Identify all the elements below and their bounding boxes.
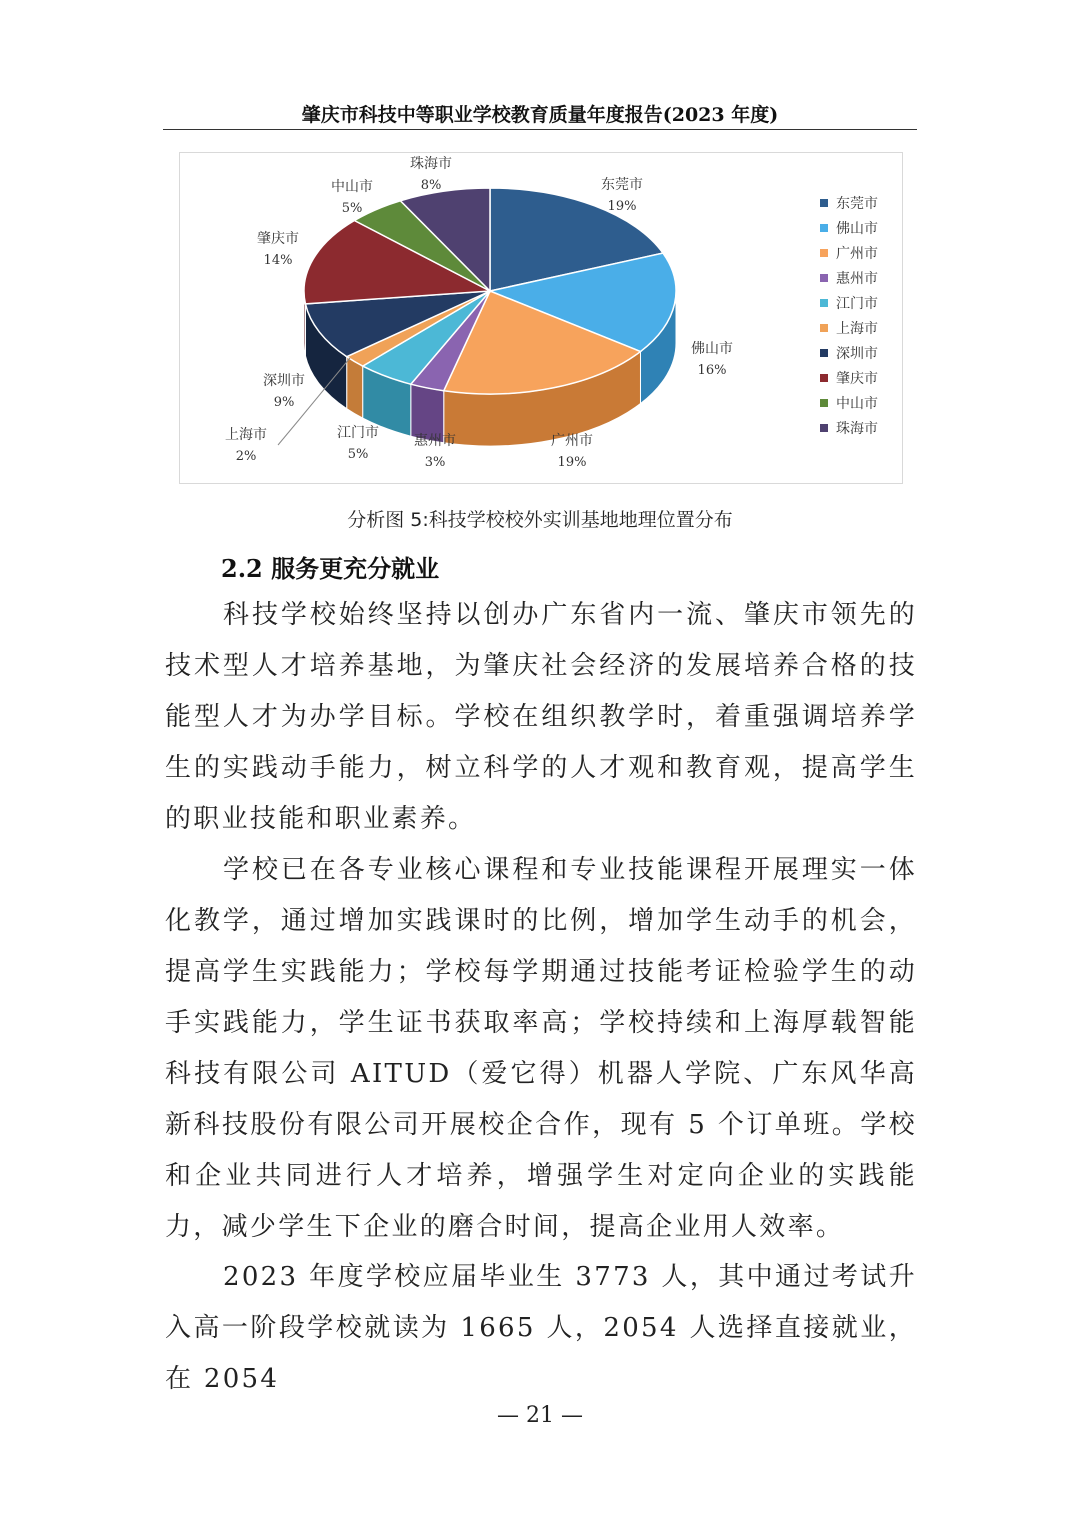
- legend-label-8: 中山市: [836, 396, 878, 412]
- data-label-name-0: 东莞市: [601, 177, 643, 193]
- data-label-name-4: 江门市: [337, 425, 379, 441]
- data-label-name-9: 珠海市: [410, 156, 452, 172]
- data-label-value-9: 8%: [420, 178, 442, 193]
- legend-swatch-2: [820, 249, 828, 257]
- data-label-value-0: 19%: [607, 199, 637, 214]
- legend-swatch-7: [820, 374, 828, 382]
- legend-swatch-0: [820, 199, 828, 207]
- legend-label-9: 珠海市: [836, 421, 878, 437]
- section-heading: 2.2 服务更充分就业: [221, 554, 440, 583]
- legend-label-3: 惠州市: [836, 271, 878, 287]
- figure-caption: 分析图 5:科技学校校外实训基地地理位置分布: [347, 509, 733, 531]
- data-label-value-3: 3%: [424, 455, 446, 470]
- paragraph-3: 2023 年度学校应届毕业生 3773 人，其中通过考试升入高一阶段学校就读为 1665 人，2054 人选择直接就业，在 2054: [165, 1262, 917, 1394]
- header-divider: [163, 129, 917, 130]
- data-label-name-2: 广州市: [551, 433, 593, 449]
- data-label-name-1: 佛山市: [691, 341, 733, 357]
- legend-swatch-5: [820, 324, 828, 332]
- legend-swatch-1: [820, 224, 828, 232]
- page-header-title: 肇庆市科技中等职业学校教育质量年度报告(2023 年度): [301, 104, 779, 126]
- paragraph-1: 科技学校始终坚持以创办广东省内一流、肇庆市领先的技术型人才培养基地，为肇庆社会经济的发展培养合格的技能型人才为办学目标。学校在组织教学时，着重强调培养学生的实践动手能力，树立科学的人才观和教育观，提高学生的职业技能和职业素养。: [165, 600, 917, 834]
- legend-swatch-6: [820, 349, 828, 357]
- legend-label-7: 肇庆市: [836, 371, 878, 387]
- legend-swatch-3: [820, 274, 828, 282]
- pie-chart: [180, 153, 902, 483]
- data-label-value-5: 2%: [235, 449, 257, 464]
- data-label-value-6: 9%: [273, 395, 295, 410]
- legend-label-1: 佛山市: [836, 221, 878, 237]
- legend-label-2: 广州市: [836, 246, 878, 262]
- data-label-value-7: 14%: [263, 253, 293, 268]
- legend-label-5: 上海市: [836, 321, 878, 337]
- pie-side-5: [347, 357, 363, 418]
- data-label-value-4: 5%: [347, 447, 369, 462]
- data-label-name-8: 中山市: [331, 179, 373, 195]
- page-number: — 21 —: [497, 1403, 583, 1428]
- data-label-name-7: 肇庆市: [257, 231, 299, 247]
- legend-label-6: 深圳市: [836, 346, 878, 362]
- legend-swatch-4: [820, 299, 828, 307]
- pie-tops: [304, 188, 676, 394]
- paragraph-2: 学校已在各专业核心课程和专业技能课程开展理实一体化教学，通过增加实践课时的比例，增加学生动手的机会，提高学生实践能力；学校每学期通过技能考证检验学生的动手实践能力，学生证书获取率高；学校持续和上海厚载智能科技有限公司 AITUD（爱它得）机器人学院、广东风华高新科技股份有限公司开展校企合作，现有 5 个订单班。学校和企业共同进行人才培养，增强学生对定向企业的实践能力，减少学生下企业的磨合时间，提高企业用人效率。: [165, 855, 917, 1242]
- legend-swatch-9: [820, 424, 828, 432]
- legend-label-4: 江门市: [836, 296, 878, 312]
- data-label-value-2: 19%: [557, 455, 587, 470]
- data-label-name-5: 上海市: [225, 427, 267, 443]
- legend-swatch-8: [820, 399, 828, 407]
- pie-chart-frame: [179, 152, 903, 484]
- data-label-value-1: 16%: [697, 363, 727, 378]
- legend-label-0: 东莞市: [836, 196, 878, 212]
- chart-legend: [820, 196, 878, 437]
- data-label-name-6: 深圳市: [263, 373, 305, 389]
- data-label-value-8: 5%: [341, 201, 363, 216]
- data-label-name-3: 惠州市: [414, 433, 456, 449]
